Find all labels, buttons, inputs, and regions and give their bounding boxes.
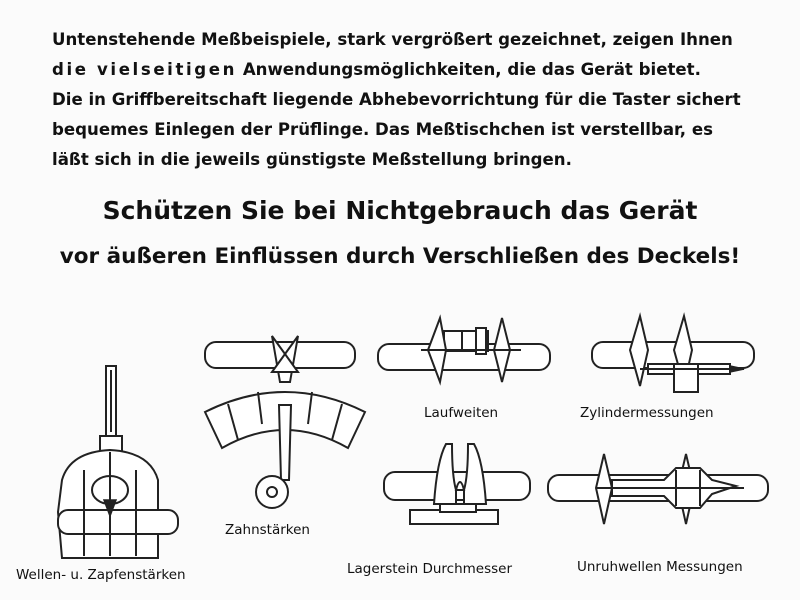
illustration-lager xyxy=(384,444,530,524)
caption-lauf: Laufweiten xyxy=(424,405,499,421)
caption-wellen: Wellen- u. Zapfenstärken xyxy=(16,567,186,583)
caption-zahn: Zahnstärken xyxy=(225,522,310,538)
caption-lager: Lagerstein Durchmesser xyxy=(347,561,513,577)
warning-line-2: vor äußeren Einflüssen durch Verschließen des Deckels! xyxy=(59,244,741,269)
paragraph-line-1: Untenstehende Meßbeispiele, stark vergrößert gezeichnet, zeigen Ihnen xyxy=(52,30,733,49)
paragraph-line-2-rest: Anwendungsmöglichkeiten, die das Gerät bietet. xyxy=(242,60,701,79)
illustration-zylinder xyxy=(592,316,754,392)
paragraph-line-4: bequemes Einlegen der Prüflinge. Das Meßtischchen ist verstellbar, es xyxy=(52,120,714,139)
caption-unruh: Unruhwellen Messungen xyxy=(577,559,743,575)
warning-line-1: Schützen Sie bei Nichtgebrauch das Gerät xyxy=(102,196,698,225)
caption-zylinder: Zylindermessungen xyxy=(580,405,714,421)
illustration-zahn xyxy=(205,336,365,508)
illustration-unruh xyxy=(548,454,768,524)
paragraph-line-2-spaced: die vielseitigen xyxy=(52,60,238,79)
illustration-wellen xyxy=(58,366,178,558)
paragraph-line-3: Die in Griffbereitschaft liegende Abhebevorrichtung für die Taster sichert xyxy=(52,90,741,109)
illustration-lauf xyxy=(378,318,550,382)
paragraph-line-5: läßt sich in die jeweils günstigste Meßstellung bringen. xyxy=(52,150,572,169)
